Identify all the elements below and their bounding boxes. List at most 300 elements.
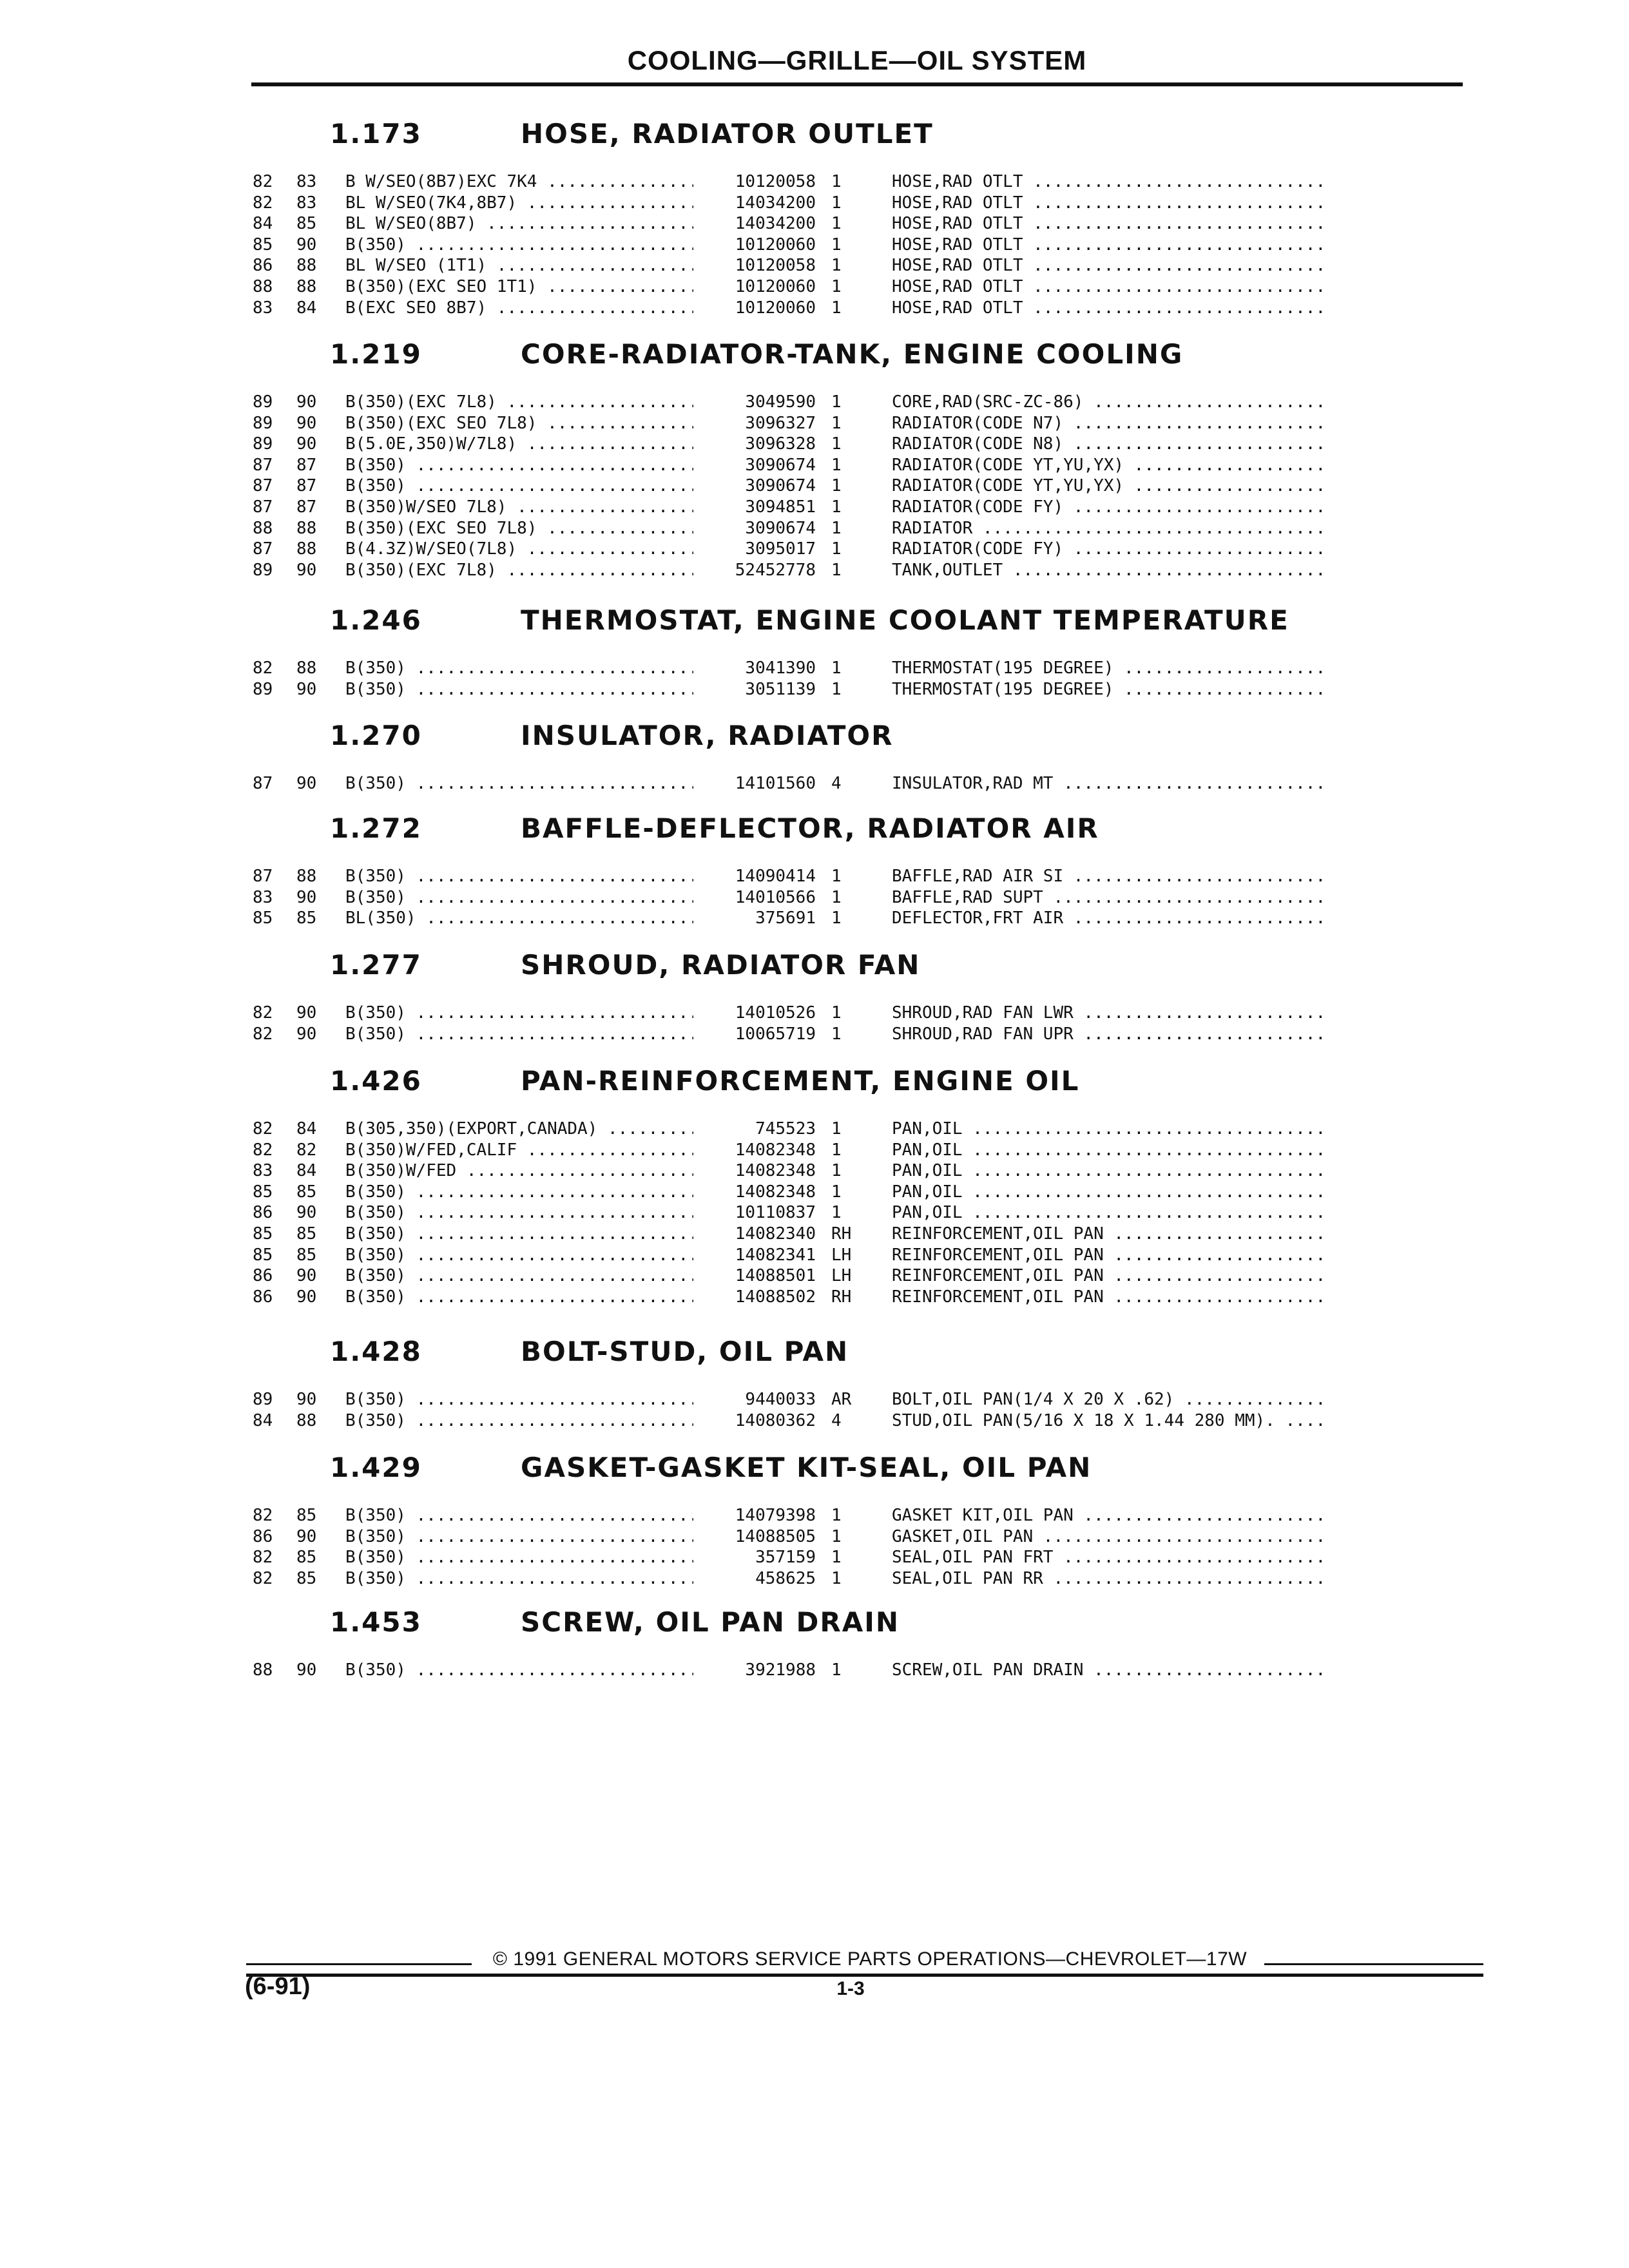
year-to: 85: [296, 1548, 317, 1568]
description: PAN,OIL .....: [892, 1119, 1324, 1140]
year-from: 87: [253, 867, 273, 886]
year-to: 88: [296, 1410, 317, 1430]
description: PAN,OIL .....: [892, 1182, 1324, 1203]
section-heading: [0, 811, 1629, 847]
description: THERMOSTAT(195 DEGREE) .....: [892, 679, 1324, 700]
application: B(350) .....: [345, 1202, 693, 1224]
table-row: [0, 908, 1629, 929]
quantity: 1: [831, 413, 842, 433]
parts-table: [0, 866, 1629, 929]
table-row: [0, 171, 1629, 193]
application: B(350)(EXC 7L8) .....: [345, 392, 693, 413]
parts-table: [0, 1389, 1629, 1431]
section-title: BOLT-STUD, OIL PAN: [521, 1336, 849, 1367]
part-number: 14101560: [735, 774, 816, 793]
description: RADIATOR(CODE N7) .....: [892, 413, 1324, 434]
section-number: 1.246: [330, 604, 422, 636]
table-row: [0, 1265, 1629, 1287]
description: BOLT,OIL PAN(1/4 X 20 X .62) .....: [892, 1389, 1324, 1410]
application: BL(350) .....: [345, 908, 693, 929]
table-row: [0, 1660, 1629, 1681]
part-number: 3096328: [745, 434, 816, 454]
year-from: 82: [253, 1024, 273, 1044]
description: SHROUD,RAD FAN UPR .....: [892, 1024, 1324, 1045]
quantity: 1: [831, 1024, 842, 1044]
description: RADIATOR(CODE FY) .....: [892, 539, 1324, 560]
application: B(350) .....: [345, 773, 693, 794]
quantity: 1: [831, 276, 842, 296]
application: B(350) .....: [345, 679, 693, 700]
description: GASKET,OIL PAN .....: [892, 1526, 1324, 1548]
year-from: 85: [253, 908, 273, 928]
application: B(350) .....: [345, 1003, 693, 1024]
section-title: HOSE, RADIATOR OUTLET: [521, 118, 934, 149]
section-number: 1.219: [330, 338, 422, 370]
application: B(350) .....: [345, 866, 693, 887]
parts-table: [0, 773, 1629, 794]
quantity: 4: [831, 774, 842, 793]
part-number: 3095017: [745, 539, 816, 559]
year-to: 85: [296, 1245, 317, 1265]
description: GASKET KIT,OIL PAN .....: [892, 1505, 1324, 1526]
year-to: 88: [296, 658, 317, 678]
application: B(5.0E,350)W/7L8) .....: [345, 434, 693, 455]
part-number: 14010526: [735, 1003, 816, 1023]
part-number: 3096327: [745, 413, 816, 433]
year-from: 82: [253, 1140, 273, 1160]
table-row: [0, 1224, 1629, 1245]
year-to: 84: [296, 1119, 317, 1139]
table-row: [0, 298, 1629, 319]
application: B(350)W/FED .....: [345, 1160, 693, 1182]
part-number: 10120058: [735, 172, 816, 191]
quantity: 4: [831, 1410, 842, 1430]
year-to: 85: [296, 1506, 317, 1525]
year-to: 85: [296, 908, 317, 928]
description: REINFORCEMENT,OIL PAN .....: [892, 1245, 1324, 1266]
application: B(350) .....: [345, 476, 693, 497]
quantity: 1: [831, 518, 842, 538]
table-row: [0, 235, 1629, 256]
table-row: [0, 658, 1629, 679]
application: B(350) .....: [345, 235, 693, 256]
part-number: 9440033: [745, 1390, 816, 1409]
quantity: 1: [831, 214, 842, 234]
application: B(350) .....: [345, 1265, 693, 1287]
year-to: 83: [296, 193, 317, 213]
quantity: RH: [831, 1287, 852, 1307]
table-row: [0, 1568, 1629, 1590]
year-to: 90: [296, 1003, 317, 1023]
description: PAN,OIL .....: [892, 1160, 1324, 1182]
application: B(4.3Z)W/SEO(7L8) .....: [345, 539, 693, 560]
application: B W/SEO(8B7)EXC 7K4 .....: [345, 171, 693, 193]
description: RADIATOR .....: [892, 518, 1324, 539]
part-number: 3090674: [745, 518, 816, 538]
description: RADIATOR(CODE FY) .....: [892, 497, 1324, 518]
table-row: [0, 413, 1629, 434]
table-row: [0, 679, 1629, 700]
year-from: 86: [253, 256, 273, 276]
part-number: 14080362: [735, 1410, 816, 1430]
year-from: 86: [253, 1526, 273, 1546]
quantity: 1: [831, 1506, 842, 1525]
table-row: [0, 1505, 1629, 1526]
description: BAFFLE,RAD AIR SI .....: [892, 866, 1324, 887]
part-number: 14082340: [735, 1224, 816, 1244]
quantity: 1: [831, 1140, 842, 1160]
quantity: 1: [831, 1548, 842, 1568]
section-number: 1.277: [330, 949, 422, 981]
table-row: [0, 1287, 1629, 1308]
year-from: 84: [253, 1410, 273, 1430]
section-heading: [0, 116, 1629, 152]
section-title: CORE-RADIATOR-TANK, ENGINE COOLING: [521, 338, 1184, 370]
year-from: 82: [253, 1119, 273, 1139]
quantity: 1: [831, 235, 842, 255]
application: B(350) .....: [345, 887, 693, 908]
table-row: [0, 887, 1629, 908]
application: B(350)W/SEO 7L8) .....: [345, 497, 693, 518]
section-heading: [0, 1604, 1629, 1640]
year-from: 89: [253, 434, 273, 454]
part-number: 10120060: [735, 276, 816, 296]
description: SEAL,OIL PAN RR .....: [892, 1568, 1324, 1590]
part-number: 14082348: [735, 1182, 816, 1202]
section-heading: [0, 1063, 1629, 1099]
quantity: 1: [831, 1203, 842, 1223]
quantity: 1: [831, 298, 842, 318]
quantity: 1: [831, 679, 842, 699]
description: RADIATOR(CODE N8) .....: [892, 434, 1324, 455]
part-number: 3051139: [745, 679, 816, 699]
year-from: 82: [253, 1548, 273, 1568]
year-from: 89: [253, 413, 273, 433]
parts-table: [0, 1660, 1629, 1681]
year-to: 88: [296, 256, 317, 276]
quantity: 1: [831, 658, 842, 678]
quantity: 1: [831, 908, 842, 928]
part-number: 14088502: [735, 1287, 816, 1307]
section-heading: [0, 602, 1629, 639]
description: RADIATOR(CODE YT,YU,YX) .....: [892, 455, 1324, 476]
table-row: [0, 560, 1629, 581]
year-from: 87: [253, 455, 273, 475]
quantity: 1: [831, 867, 842, 886]
year-to: 90: [296, 1266, 317, 1286]
application: B(350)(EXC SEO 7L8) .....: [345, 413, 693, 434]
quantity: 1: [831, 1526, 842, 1546]
application: B(350) .....: [345, 455, 693, 476]
year-to: 90: [296, 1287, 317, 1307]
application: BL W/SEO (1T1) .....: [345, 255, 693, 276]
year-from: 85: [253, 1224, 273, 1244]
part-number: 14088505: [735, 1526, 816, 1546]
part-number: 10065719: [735, 1024, 816, 1044]
section-heading: [0, 1334, 1629, 1370]
section-number: 1.429: [330, 1452, 422, 1483]
year-to: 90: [296, 1024, 317, 1044]
year-from: 86: [253, 1287, 273, 1307]
year-from: 88: [253, 276, 273, 296]
application: B(350)W/FED,CALIF .....: [345, 1140, 693, 1161]
section-heading: [0, 718, 1629, 754]
table-row: [0, 497, 1629, 518]
application: B(350) .....: [345, 1182, 693, 1203]
quantity: 1: [831, 1182, 842, 1202]
table-row: [0, 476, 1629, 497]
application: B(350)(EXC SEO 7L8) .....: [345, 518, 693, 539]
quantity: 1: [831, 193, 842, 213]
year-to: 90: [296, 774, 317, 793]
application: B(350)(EXC SEO 1T1) .....: [345, 276, 693, 298]
footer-copyright: © 1991 GENERAL MOTORS SERVICE PARTS OPERATIONS—CHEVROLET—17W: [492, 1948, 1248, 1970]
parts-table: [0, 1119, 1629, 1307]
year-to: 90: [296, 1660, 317, 1680]
year-to: 88: [296, 867, 317, 886]
quantity: 1: [831, 256, 842, 276]
section-title: SCREW, OIL PAN DRAIN: [521, 1606, 900, 1638]
quantity: 1: [831, 560, 842, 580]
year-from: 82: [253, 1506, 273, 1525]
year-from: 87: [253, 774, 273, 793]
application: B(350) .....: [345, 1660, 693, 1681]
year-to: 87: [296, 476, 317, 496]
description: TANK,OUTLET .....: [892, 560, 1324, 581]
year-to: 87: [296, 455, 317, 475]
table-row: [0, 392, 1629, 413]
year-from: 89: [253, 392, 273, 412]
year-to: 88: [296, 539, 317, 559]
application: B(350) .....: [345, 1568, 693, 1590]
description: SHROUD,RAD FAN LWR .....: [892, 1003, 1324, 1024]
year-to: 83: [296, 172, 317, 191]
description: PAN,OIL .....: [892, 1202, 1324, 1224]
section-title: SHROUD, RADIATOR FAN: [521, 949, 921, 981]
year-from: 89: [253, 1390, 273, 1409]
year-to: 90: [296, 560, 317, 580]
quantity: LH: [831, 1245, 852, 1265]
year-to: 90: [296, 434, 317, 454]
description: REINFORCEMENT,OIL PAN .....: [892, 1224, 1324, 1245]
page-number: 1-3: [836, 1978, 865, 1999]
application: B(305,350)(EXPORT,CANADA) .....: [345, 1119, 693, 1140]
description: INSULATOR,RAD MT .....: [892, 773, 1324, 794]
description: HOSE,RAD OTLT .....: [892, 193, 1324, 214]
application: BL W/SEO(8B7) .....: [345, 213, 693, 235]
section-heading: [0, 1450, 1629, 1486]
table-row: [0, 255, 1629, 276]
description: HOSE,RAD OTLT .....: [892, 213, 1324, 235]
year-to: 85: [296, 1568, 317, 1588]
part-number: 10110837: [735, 1203, 816, 1223]
part-number: 3090674: [745, 476, 816, 496]
year-to: 85: [296, 214, 317, 234]
application: BL W/SEO(7K4,8B7) .....: [345, 193, 693, 214]
quantity: 1: [831, 1568, 842, 1588]
footer-rule-right: [1264, 1963, 1483, 1965]
description: STUD,OIL PAN(5/16 X 18 X 1.44 280 MM). .....: [892, 1410, 1324, 1432]
application: B(350) .....: [345, 1024, 693, 1045]
section-title: THERMOSTAT, ENGINE COOLANT TEMPERATURE: [521, 604, 1289, 636]
part-number: 14034200: [735, 214, 816, 234]
title-rule: [251, 82, 1463, 86]
parts-table: [0, 171, 1629, 318]
table-row: [0, 1547, 1629, 1568]
parts-table: [0, 1505, 1629, 1589]
section-heading: [0, 336, 1629, 372]
quantity: 1: [831, 172, 842, 191]
section-title: GASKET-GASKET KIT-SEAL, OIL PAN: [521, 1452, 1092, 1483]
quantity: 1: [831, 476, 842, 496]
year-to: 88: [296, 276, 317, 296]
year-to: 90: [296, 413, 317, 433]
part-number: 14010566: [735, 887, 816, 907]
part-number: 3090674: [745, 455, 816, 475]
part-number: 745523: [755, 1119, 816, 1139]
table-row: [0, 1003, 1629, 1024]
table-row: [0, 1182, 1629, 1203]
part-number: 14088501: [735, 1266, 816, 1286]
quantity: 1: [831, 1660, 842, 1680]
application: B(350) .....: [345, 1389, 693, 1410]
application: B(350) .....: [345, 1505, 693, 1526]
part-number: 14079398: [735, 1506, 816, 1525]
part-number: 3094851: [745, 497, 816, 517]
quantity: 1: [831, 1161, 842, 1181]
year-from: 82: [253, 1003, 273, 1023]
year-from: 85: [253, 1245, 273, 1265]
description: HOSE,RAD OTLT .....: [892, 298, 1324, 319]
year-from: 82: [253, 658, 273, 678]
year-from: 87: [253, 497, 273, 517]
year-to: 85: [296, 1182, 317, 1202]
year-from: 82: [253, 193, 273, 213]
year-to: 84: [296, 298, 317, 318]
year-from: 82: [253, 1568, 273, 1588]
quantity: 1: [831, 887, 842, 907]
part-number: 10120060: [735, 235, 816, 255]
section-number: 1.173: [330, 118, 422, 149]
quantity: LH: [831, 1266, 852, 1286]
table-row: [0, 455, 1629, 476]
application: B(350) .....: [345, 1547, 693, 1568]
table-row: [0, 1024, 1629, 1045]
footer-rule: [246, 1974, 1483, 1977]
year-to: 90: [296, 392, 317, 412]
year-from: 88: [253, 1660, 273, 1680]
year-from: 86: [253, 1203, 273, 1223]
description: THERMOSTAT(195 DEGREE) .....: [892, 658, 1324, 679]
part-number: 14082348: [735, 1140, 816, 1160]
description: DEFLECTOR,FRT AIR .....: [892, 908, 1324, 929]
part-number: 3921988: [745, 1660, 816, 1680]
description: RADIATOR(CODE YT,YU,YX) .....: [892, 476, 1324, 497]
part-number: 14082348: [735, 1161, 816, 1181]
year-from: 87: [253, 539, 273, 559]
table-row: [0, 1526, 1629, 1548]
description: REINFORCEMENT,OIL PAN .....: [892, 1265, 1324, 1287]
year-to: 85: [296, 1224, 317, 1244]
table-row: [0, 193, 1629, 214]
section-title: BAFFLE-DEFLECTOR, RADIATOR AIR: [521, 812, 1099, 844]
description: REINFORCEMENT,OIL PAN .....: [892, 1287, 1324, 1308]
section-number: 1.453: [330, 1606, 422, 1638]
section-heading: [0, 947, 1629, 983]
year-from: 89: [253, 560, 273, 580]
quantity: RH: [831, 1224, 852, 1244]
footer-date: (6-91): [245, 1973, 311, 2000]
application: B(EXC SEO 8B7) .....: [345, 298, 693, 319]
year-from: 89: [253, 679, 273, 699]
description: SCREW,OIL PAN DRAIN .....: [892, 1660, 1324, 1681]
table-row: [0, 773, 1629, 794]
page-title: COOLING—GRILLE—OIL SYSTEM: [627, 45, 1087, 75]
part-number: 14082341: [735, 1245, 816, 1265]
description: BAFFLE,RAD SUPT .....: [892, 887, 1324, 908]
year-to: 90: [296, 1390, 317, 1409]
section-title: PAN-REINFORCEMENT, ENGINE OIL: [521, 1065, 1080, 1097]
section-number: 1.272: [330, 812, 422, 844]
section-title: INSULATOR, RADIATOR: [521, 720, 894, 751]
application: B(350) .....: [345, 1526, 693, 1548]
description: HOSE,RAD OTLT .....: [892, 276, 1324, 298]
quantity: 1: [831, 1003, 842, 1023]
table-row: [0, 539, 1629, 560]
year-to: 87: [296, 497, 317, 517]
application: B(350) .....: [345, 1410, 693, 1432]
table-row: [0, 434, 1629, 455]
year-to: 90: [296, 1526, 317, 1546]
part-number: 10120058: [735, 256, 816, 276]
description: HOSE,RAD OTLT .....: [892, 255, 1324, 276]
table-row: [0, 1202, 1629, 1224]
year-from: 83: [253, 1161, 273, 1181]
quantity: 1: [831, 434, 842, 454]
section-number: 1.270: [330, 720, 422, 751]
part-number: 357159: [755, 1548, 816, 1568]
table-row: [0, 213, 1629, 235]
year-from: 84: [253, 214, 273, 234]
quantity: 1: [831, 539, 842, 559]
year-from: 85: [253, 1182, 273, 1202]
application: B(350) .....: [345, 658, 693, 679]
table-row: [0, 1389, 1629, 1410]
quantity: 1: [831, 455, 842, 475]
part-number: 458625: [755, 1568, 816, 1588]
year-to: 90: [296, 887, 317, 907]
table-row: [0, 1119, 1629, 1140]
parts-table: [0, 658, 1629, 700]
year-from: 86: [253, 1266, 273, 1286]
year-to: 90: [296, 1203, 317, 1223]
table-row: [0, 1160, 1629, 1182]
table-row: [0, 1410, 1629, 1432]
part-number: 3041390: [745, 658, 816, 678]
table-row: [0, 1245, 1629, 1266]
section-number: 1.426: [330, 1065, 422, 1097]
description: PAN,OIL .....: [892, 1140, 1324, 1161]
table-row: [0, 866, 1629, 887]
part-number: 375691: [755, 908, 816, 928]
quantity: AR: [831, 1390, 852, 1409]
year-to: 84: [296, 1161, 317, 1181]
application: B(350) .....: [345, 1224, 693, 1245]
year-to: 82: [296, 1140, 317, 1160]
year-from: 87: [253, 476, 273, 496]
year-from: 88: [253, 518, 273, 538]
year-to: 90: [296, 679, 317, 699]
